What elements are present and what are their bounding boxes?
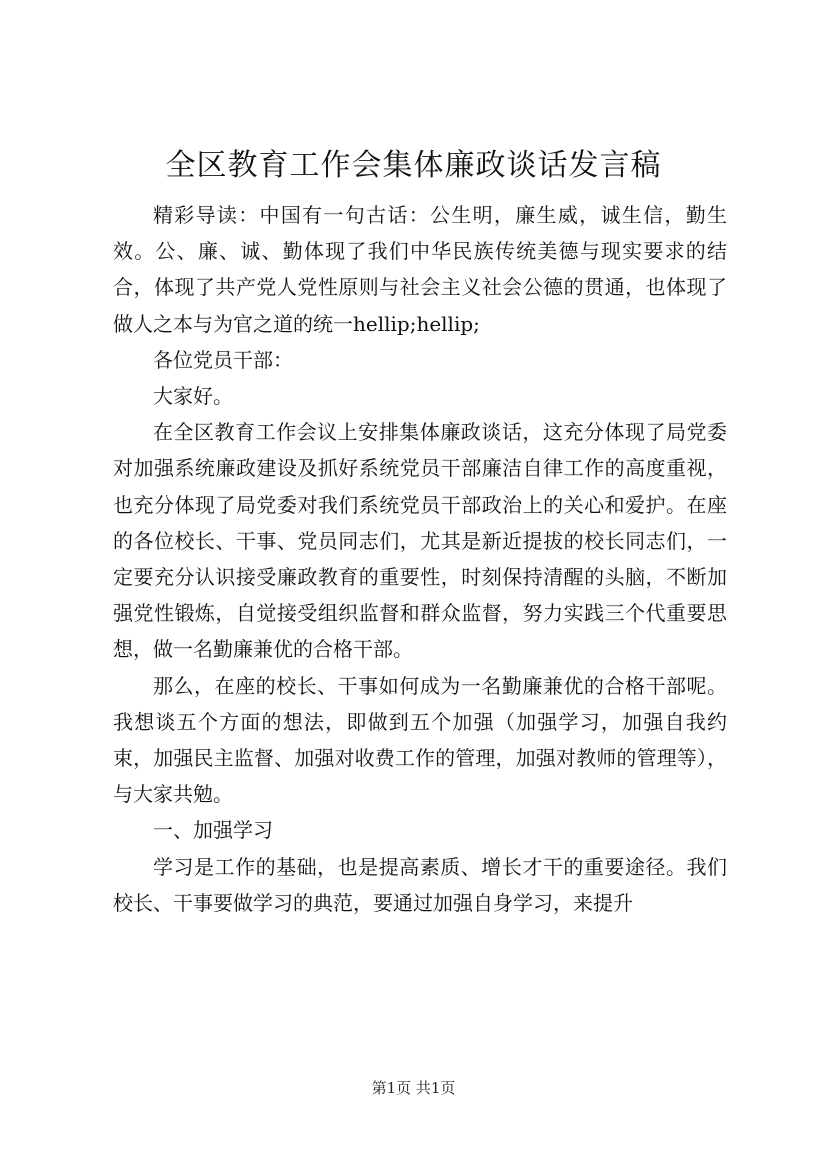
document-body xyxy=(113,197,727,921)
section-heading: 一、加强学习 xyxy=(153,818,273,843)
page-number-footer: 第1页 共1页 xyxy=(371,1079,456,1097)
greeting-paragraph: 大家好。 xyxy=(153,384,233,409)
salutation-paragraph: 各位党员干部： xyxy=(153,347,293,372)
body-paragraph: 学习是工作的基础，也是提高素质、增长才干的重要途径。我们校长、干事要做学习的典范，要通过加强自身学习，来提升 xyxy=(113,854,727,915)
intro-paragraph: 精彩导读：中国有一句古话：公生明，廉生威，诚生信，勤生效。公、廉、诚、勤体现了我们中华民族传统美德与现实要求的结合，体现了共产党人党性原则与社会主义社会公德的贯通，也体现了做人之本与为官之道的统一hellip;hellip; xyxy=(113,203,727,336)
body-paragraph: 在全区教育工作会议上安排集体廉政谈话，这充分体现了局党委对加强系统廉政建设及抓好系统党员干部廉洁自律工作的高度重视，也充分体现了局党委对我们系统党员干部政治上的关心和爱护。在座的各位校长、干事、党员同志们，尤其是新近提拔的校长同志们，一定要充分认识接受廉政教育的重要性，时刻保持清醒的头脑，不断加强党性锻炼，自觉接受组织监督和群众监督，努力实践三个代重要思想，做一名勤廉兼优的合格干部。 xyxy=(113,420,727,662)
document-title: 全区教育工作会集体廉政谈话发言稿 xyxy=(165,148,662,183)
body-paragraph: 那么，在座的校长、干事如何成为一名勤廉兼优的合格干部呢。我想谈五个方面的想法，即做到五个加强（加强学习，加强自我约束，加强民主监督、加强对收费工作的管理，加强对教师的管理等），与大家共勉。 xyxy=(113,673,727,807)
